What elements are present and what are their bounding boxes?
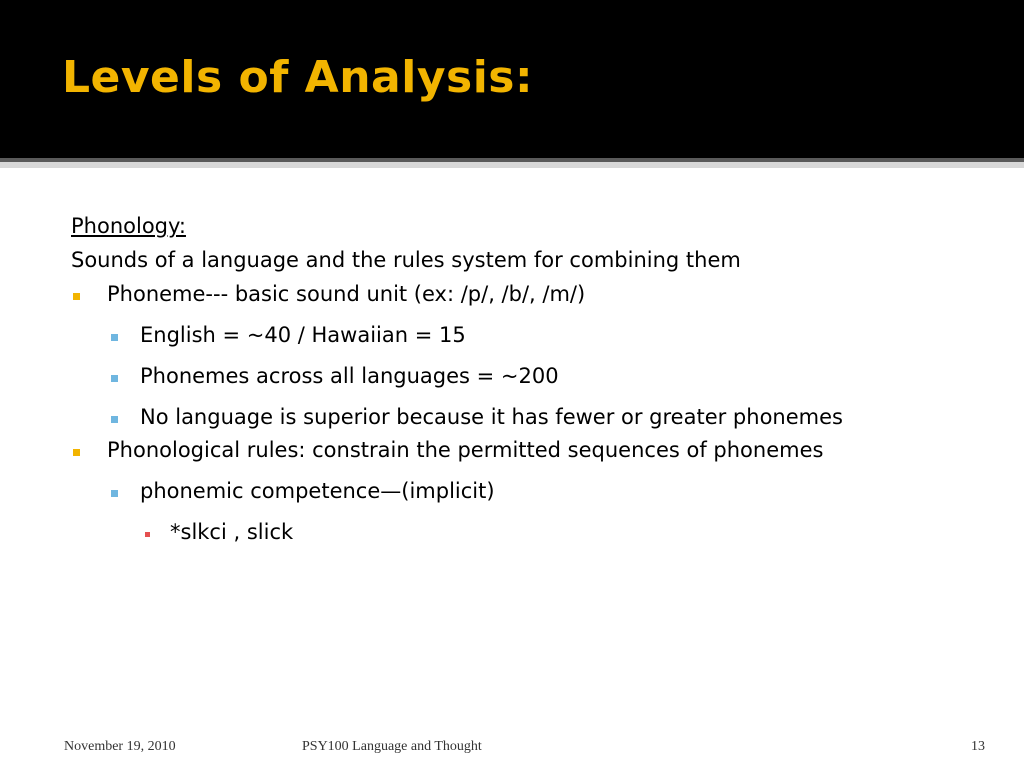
bullet-level2-marker bbox=[111, 334, 118, 341]
bullet-phonemic-competence: phonemic competence—(implicit) bbox=[140, 479, 495, 503]
bullet-level2-marker bbox=[111, 375, 118, 382]
slide-title: Levels of Analysis: bbox=[62, 52, 534, 103]
bullet-no-language-superior: No language is superior because it has fewer or greater phonemes bbox=[140, 405, 843, 429]
bullet-level1-marker bbox=[73, 293, 80, 300]
bullet-phonological-rules: Phonological rules: constrain the permitted sequences of phonemes bbox=[107, 438, 824, 462]
bullet-level2-marker bbox=[111, 490, 118, 497]
section-heading: Phonology: bbox=[71, 214, 186, 238]
footer-page-number: 13 bbox=[971, 739, 985, 754]
bullet-slkci-example: *slkci , slick bbox=[170, 520, 294, 544]
bullet-level3-marker bbox=[145, 532, 150, 537]
footer-date: November 19, 2010 bbox=[64, 739, 176, 754]
bullet-english-hawaiian: English = ~40 / Hawaiian = 15 bbox=[140, 323, 466, 347]
bullet-phoneme: Phoneme--- basic sound unit (ex: /p/, /b/, /m/) bbox=[107, 282, 586, 306]
bullet-level1-marker bbox=[73, 449, 80, 456]
title-divider-shadow bbox=[0, 162, 1024, 168]
footer-course: PSY100 Language and Thought bbox=[302, 739, 482, 754]
title-bar bbox=[0, 0, 1024, 158]
bullet-level2-marker bbox=[111, 416, 118, 423]
bullet-phonemes-across: Phonemes across all languages = ~200 bbox=[140, 364, 559, 388]
intro-text: Sounds of a language and the rules system for combining them bbox=[71, 248, 741, 272]
